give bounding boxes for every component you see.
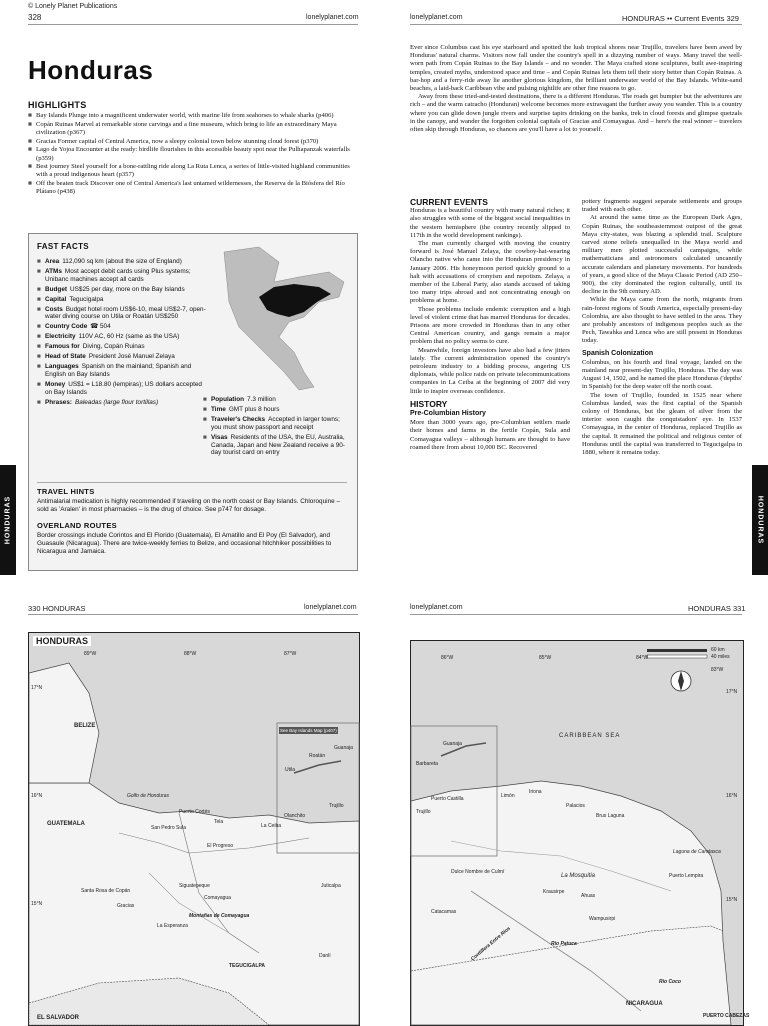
header-rule-bottom-right: [410, 614, 742, 615]
lat-label: 17°N: [31, 685, 43, 691]
fact-item: ■ Electricity 110V AC, 60 Hz (same as the USA): [37, 333, 180, 341]
list-item: ■ Best journey Steel yourself for a bone-rattling ride along La Ruta Lenca, a series of little-visited highland communities with a proud indigenous heart (p357): [28, 163, 350, 179]
header-rule-bottom-left: [28, 614, 358, 615]
map-label: San Pedro Sula: [151, 825, 187, 831]
highlights-heading: HIGHLIGHTS: [28, 100, 87, 110]
map-label: NICARAGUA: [626, 1001, 663, 1007]
map-label: Rio Patuca: [551, 941, 577, 947]
header-rule-right: [410, 24, 742, 25]
precolumbian-heading: Pre-Columbian History: [410, 410, 486, 418]
map-label: Comayagua: [204, 895, 231, 901]
list-item: ■ Gracias Former capital of Central America, now a sleepy colonial town below stunning cloud forest (p370): [28, 137, 319, 145]
paragraph: Columbus, on his fourth and final voyage, landed on the mainland near present-day Trujillo, Honduras. The day was August 14, 1502, and he named the place Honduras ('depths' in Spanish) for the deep water off the north coast.: [582, 358, 742, 391]
fact-item: ■ Capital Tegucigalpa: [37, 295, 104, 303]
history-heading: HISTORY: [410, 398, 448, 409]
map-label: PUERTO CABEZAS: [703, 1013, 750, 1019]
list-item: ■ Bay Islands Plunge into a magnificent underwater world, with marine life from seahorses to whale sharks (p406): [28, 112, 334, 119]
publisher-credit: © Lonely Planet Publications: [28, 3, 118, 10]
map-label: Guanaja: [443, 741, 462, 747]
map-label: Cordillera Entre Ríos: [469, 925, 512, 963]
list-item: ■ Copán Ruinas Marvel at remarkable stone carvings and a fine museum, which bring to life an extraordinary Maya civilization (p367): [28, 120, 337, 136]
travel-hints-heading: TRAVEL HINTS: [37, 487, 95, 496]
fast-facts-heading: FAST FACTS: [37, 242, 89, 251]
paragraph: Honduras is a beautiful country with many natural riches; it also struggles with some of the biggest social inequalities in the western hemisphere (the country recently slipped to 117th in the world development rankings).: [410, 207, 570, 239]
map-label: Siguatepeque: [179, 883, 210, 889]
map-label: Golfo de Honduras: [127, 793, 169, 799]
fact-item: ■ Time GMT plus 8 hours: [203, 405, 280, 413]
paragraph: The town of Trujillo, founded in 1525 near where Columbus landed, was the first capital of the Spanish colony of Honduras, but the gleam of silver from the interior soon caught the conquistadors' eye. In 1537 Comayagua, in the center of Honduras, replaced Trujillo as the capital. It remained the political and religious center of Honduras until the capital was transferred to Tegucigalpa in 1880, where it remains today.: [582, 391, 742, 457]
paragraph: While the Maya came from the north, migrants from rain-forest regions of South America, especially present-day Colombia, are also thought to have settled in the area. They are probably ancestors of indigenous peoples such as the Pech, Tawahka and Lenca who are still present in Honduras today.: [582, 296, 742, 345]
overland-heading: OVERLAND ROUTES: [37, 521, 117, 530]
map-label: Ahuas: [581, 893, 596, 899]
lat-label: 15°N: [31, 901, 43, 907]
map-label: Trujillo: [416, 809, 431, 815]
spanish-colonization-heading: Spanish Colonization: [582, 349, 654, 357]
map-label: TEGUCIGALPA: [229, 963, 266, 969]
map-label: Gracias: [117, 903, 135, 909]
fact-item: ■ Visas Residents of the USA, the EU, Australia, Canada, Japan and New Zealand receive a 90-day tourist card on entry: [203, 433, 345, 457]
fact-item: ■ Population 7.3 million: [203, 396, 276, 403]
paragraph: Those problems include endemic corruption and a high level of violent crime that has marred Honduras for decades. Prisons are more crowded in Honduras than in any other Central American country, and gangs remain a major problem that no policy seems to cure.: [410, 305, 570, 346]
map-label: Trujillo: [329, 803, 344, 809]
map-label: Guanaja: [334, 745, 353, 751]
lon-label: 88°W: [184, 651, 197, 657]
fact-item: ■ Budget US$25 per day, more on the Bay Islands: [37, 285, 185, 293]
page-title: Honduras: [28, 55, 154, 85]
map-label: Limón: [501, 793, 515, 799]
map-label: Puerto Castilla: [431, 796, 464, 802]
map-honduras-east: [410, 640, 750, 1026]
paragraph: Ever since Columbus cast his eye starboard and spotted the lush tropical shores near Trujillo, travelers have been awed by Honduras' natural charms. Visitors now fall under the country's spell in a dizzying number of ways. Many travel the well-worn path from Copán Ruinas to the Bay Islands – and no wonder. The Maya crafted stone sculptures, built awe-inspiring temples, created myths, understood space and time – and Copán Ruinas lets them tell their story better than Copán Ruinas. A bar-hop and a ferry-ride away lie another glorious kingdom, the brilliant underwater world of the Bay Islands. White-sand beaches, a laid-back Caribbean vibe and pulsing nightlife are other fine reasons to go.: [410, 44, 742, 93]
lon-label: 89°W: [84, 651, 97, 657]
fact-item: ■ Area 112,090 sq km (about the size of England): [37, 258, 182, 265]
side-tab-left: HONDURAS: [0, 465, 16, 575]
map-label: Roatán: [309, 753, 326, 759]
map-label: BELIZE: [74, 723, 96, 729]
fact-item: ■ Money US$1 = L18.80 (lempiras); US dollars accepted on Bay Islands: [37, 380, 202, 396]
page-header-331: HONDURAS 331: [688, 604, 746, 613]
map-label: EL SALVADOR: [37, 1015, 80, 1021]
map-label: La Esperanza: [157, 923, 188, 929]
map-label: Tela: [214, 819, 224, 825]
map-label: Laguna de Caratasca: [673, 849, 721, 855]
map-label: CARIBBEAN SEA: [559, 733, 621, 739]
map-label: Puerto Lempira: [669, 873, 704, 879]
fact-item: ■ Phrases: Baleadas (large flour tortillas): [37, 398, 159, 406]
lon-label: 83°W: [711, 667, 724, 673]
map-label: Olanchito: [284, 813, 306, 819]
map-label: Danlí: [319, 953, 331, 959]
map-label: Brus Laguna: [596, 813, 625, 819]
current-events-heading: CURRENT EVENTS: [410, 197, 488, 207]
map-east-graphic: [411, 641, 743, 1025]
lat-label: 17°N: [726, 689, 738, 695]
map-label: El Progreso: [207, 843, 234, 849]
map-label: Krausirpe: [543, 889, 565, 895]
paragraph: The man currently charged with moving the country forward is José Manuel Zelaya, the cowboy-hat-wearing Olancho native who came into the Honduran presidency in January 2006. His honeymoon period quickly ground to a halt with accusations of cronyism and nepotism. Zelaya, a member of the Liberal Party, also stands accused of taking too many trips abroad and not concentrating enough on problems at home.: [410, 240, 570, 305]
list-item: ■ Lago de Yojoa Encounter at the ready: birdlife flourishes in this accessible beauty spot near the Pulhapanzak waterfalls (p359): [28, 146, 350, 162]
url-bottom-right: lonelyplanet.com: [410, 604, 463, 611]
url-bottom-left: lonelyplanet.com: [304, 604, 357, 611]
fact-item: ■ Country Code ☎ 504: [37, 323, 111, 331]
running-header-right: HONDURAS •• Current Events 329: [622, 14, 739, 23]
map-label: La Mosquitia: [561, 873, 596, 879]
map-honduras-west: [28, 632, 360, 1026]
map-title: HONDURAS: [33, 636, 91, 646]
map-west-graphic: [29, 633, 359, 1025]
page-number-left: 328: [28, 13, 42, 22]
map-label: Santa Rosa de Copán: [81, 888, 131, 894]
map-label: Barbareta: [416, 761, 438, 767]
overland-text: Border crossings include Corintos and El Florido (Guatemala), El Amatillo and El Poy (El Salvador), and Guasaule (Nicaragua). There are twice-weekly ferries to Belize, and occasional hitchhiker possibilities to Nicaragua and Jamaica.: [37, 532, 332, 555]
lat-label: 16°N: [726, 793, 738, 799]
scale-km: 60 km: [711, 647, 725, 653]
travel-hints-text: Antimalarial medication is highly recommended if traveling on the north coast or Bay Islands. Chloroquine – sold as 'Aralen' in most pharmacies – is the drug of choice. See p747 for dosage.: [37, 498, 341, 513]
fact-item: ■ ATMs Most accept debit cards using Plus systems; Unibanc machines accept all cards: [37, 267, 191, 283]
lon-label: 87°W: [284, 651, 297, 657]
lat-label: 16°N: [31, 793, 43, 799]
page-header-330: 330 HONDURAS: [28, 604, 86, 613]
fact-item: ■ Traveler's Checks Accepted in larger towns; you must show passport and receipt: [203, 415, 340, 431]
fast-facts-right: [203, 396, 349, 459]
lat-label: 15°N: [726, 897, 738, 903]
side-tab-right: HONDURAS: [752, 465, 768, 575]
list-item: ■ Off the beaten track Discover one of Central America's last untamed wildernesses, the Reserva de la Biósfera del Río Plátano (p438): [28, 180, 345, 196]
lon-label: 86°W: [441, 655, 454, 661]
highlights-list: [28, 112, 358, 197]
lon-label: 84°W: [636, 655, 649, 661]
fact-item: ■ Languages Spanish on the mainland; Spanish and English on Bay Islands: [37, 362, 192, 378]
fact-item: ■ Costs Budget hotel room US$6-10, meal US$2-7, open-water diving course on Utila or Roatán US$250: [37, 305, 206, 321]
right-column: [582, 198, 742, 457]
url-center-right: lonelyplanet.com: [410, 14, 463, 21]
paragraph: At around the same time as the European Dark Ages, Copán Ruinas, the southeasternmost outpost of the great Maya city-states, was blazing a splendid trail. Sculpture carved stone reliefs unequalled in the Maya world and military men plotted successful campaigns, while mathematicians and astronomers calculated uncannily accurate calendars and planetary movements. For hundreds of years, a good slice of the Maya Classic Period (AD 250–900), the city dominated the region culturally, until its decline in the 9th century AD.: [582, 214, 742, 296]
map-label: Puerto Cortés: [179, 809, 210, 815]
intro-text: [410, 44, 742, 134]
fast-facts-left: [37, 258, 209, 409]
map-label: La Ceiba: [261, 823, 282, 829]
map-label: Rio Coco: [659, 979, 681, 985]
fact-item: ■ Famous for Diving, Copán Ruinas: [37, 343, 145, 351]
honduras-locator-map: [219, 242, 349, 392]
lon-label: 85°W: [539, 655, 552, 661]
map-label: See Bay Islands Map (p407): [280, 728, 337, 733]
fast-facts-box: [28, 233, 358, 571]
map-label: Palacios: [566, 803, 585, 809]
map-label: Juticalpa: [321, 883, 341, 889]
map-label: Utila: [285, 767, 296, 773]
box-divider: [37, 482, 347, 483]
left-column: [410, 198, 570, 452]
map-label: Iriona: [529, 789, 542, 795]
header-rule-left: [28, 24, 358, 25]
map-label: Dulce Nombre de Culmí: [451, 869, 505, 875]
paragraph: pottery fragments suggest separate settlements and groups traded with each other.: [582, 198, 742, 214]
fact-item: ■ Head of State President José Manuel Zelaya: [37, 353, 175, 361]
paragraph: Away from these tried-and-tested destinations, there is a different Honduras. The roads get bumpier but the adventures are rich – and the warm catracho (Honduran) welcome becomes more extravagant the further away you wander. This is a country where you can glide down jungle rivers and surprise tapirs drinking on the banks, trek in cloud forests and glimpse quetzals in the canopy, and wander the forgotten colonial capitals of Gracias and Comayagua. And – here's the real winner – travelers often skip through Honduras, so chances are you'll have a lot to yourself.: [410, 93, 742, 134]
map-label: GUATEMALA: [47, 821, 85, 827]
paragraph: More than 3000 years ago, pre-Columbian settlers made their homes and farms in the fertile Copán, Sula and Comayagua valleys – although humans are thought to have roamed there from about 10,000 BC. Recovered: [410, 419, 570, 451]
map-label: Catacamas: [431, 909, 457, 915]
map-label: Wampusirpi: [589, 916, 616, 922]
map-label: Montañas de Comayagua: [189, 913, 250, 919]
url-center-left: lonelyplanet.com: [306, 14, 359, 21]
scale-miles: 40 miles: [711, 654, 730, 660]
paragraph: Meanwhile, foreign investors have also had a few jitters lately. The current administration opened the country's petroleum industry to a bidding process, angering US diplomats, while police raids on private telecommunications companies in La Ceiba at the beginning of 2007 did very little to inspire overseas confidence.: [410, 346, 570, 395]
